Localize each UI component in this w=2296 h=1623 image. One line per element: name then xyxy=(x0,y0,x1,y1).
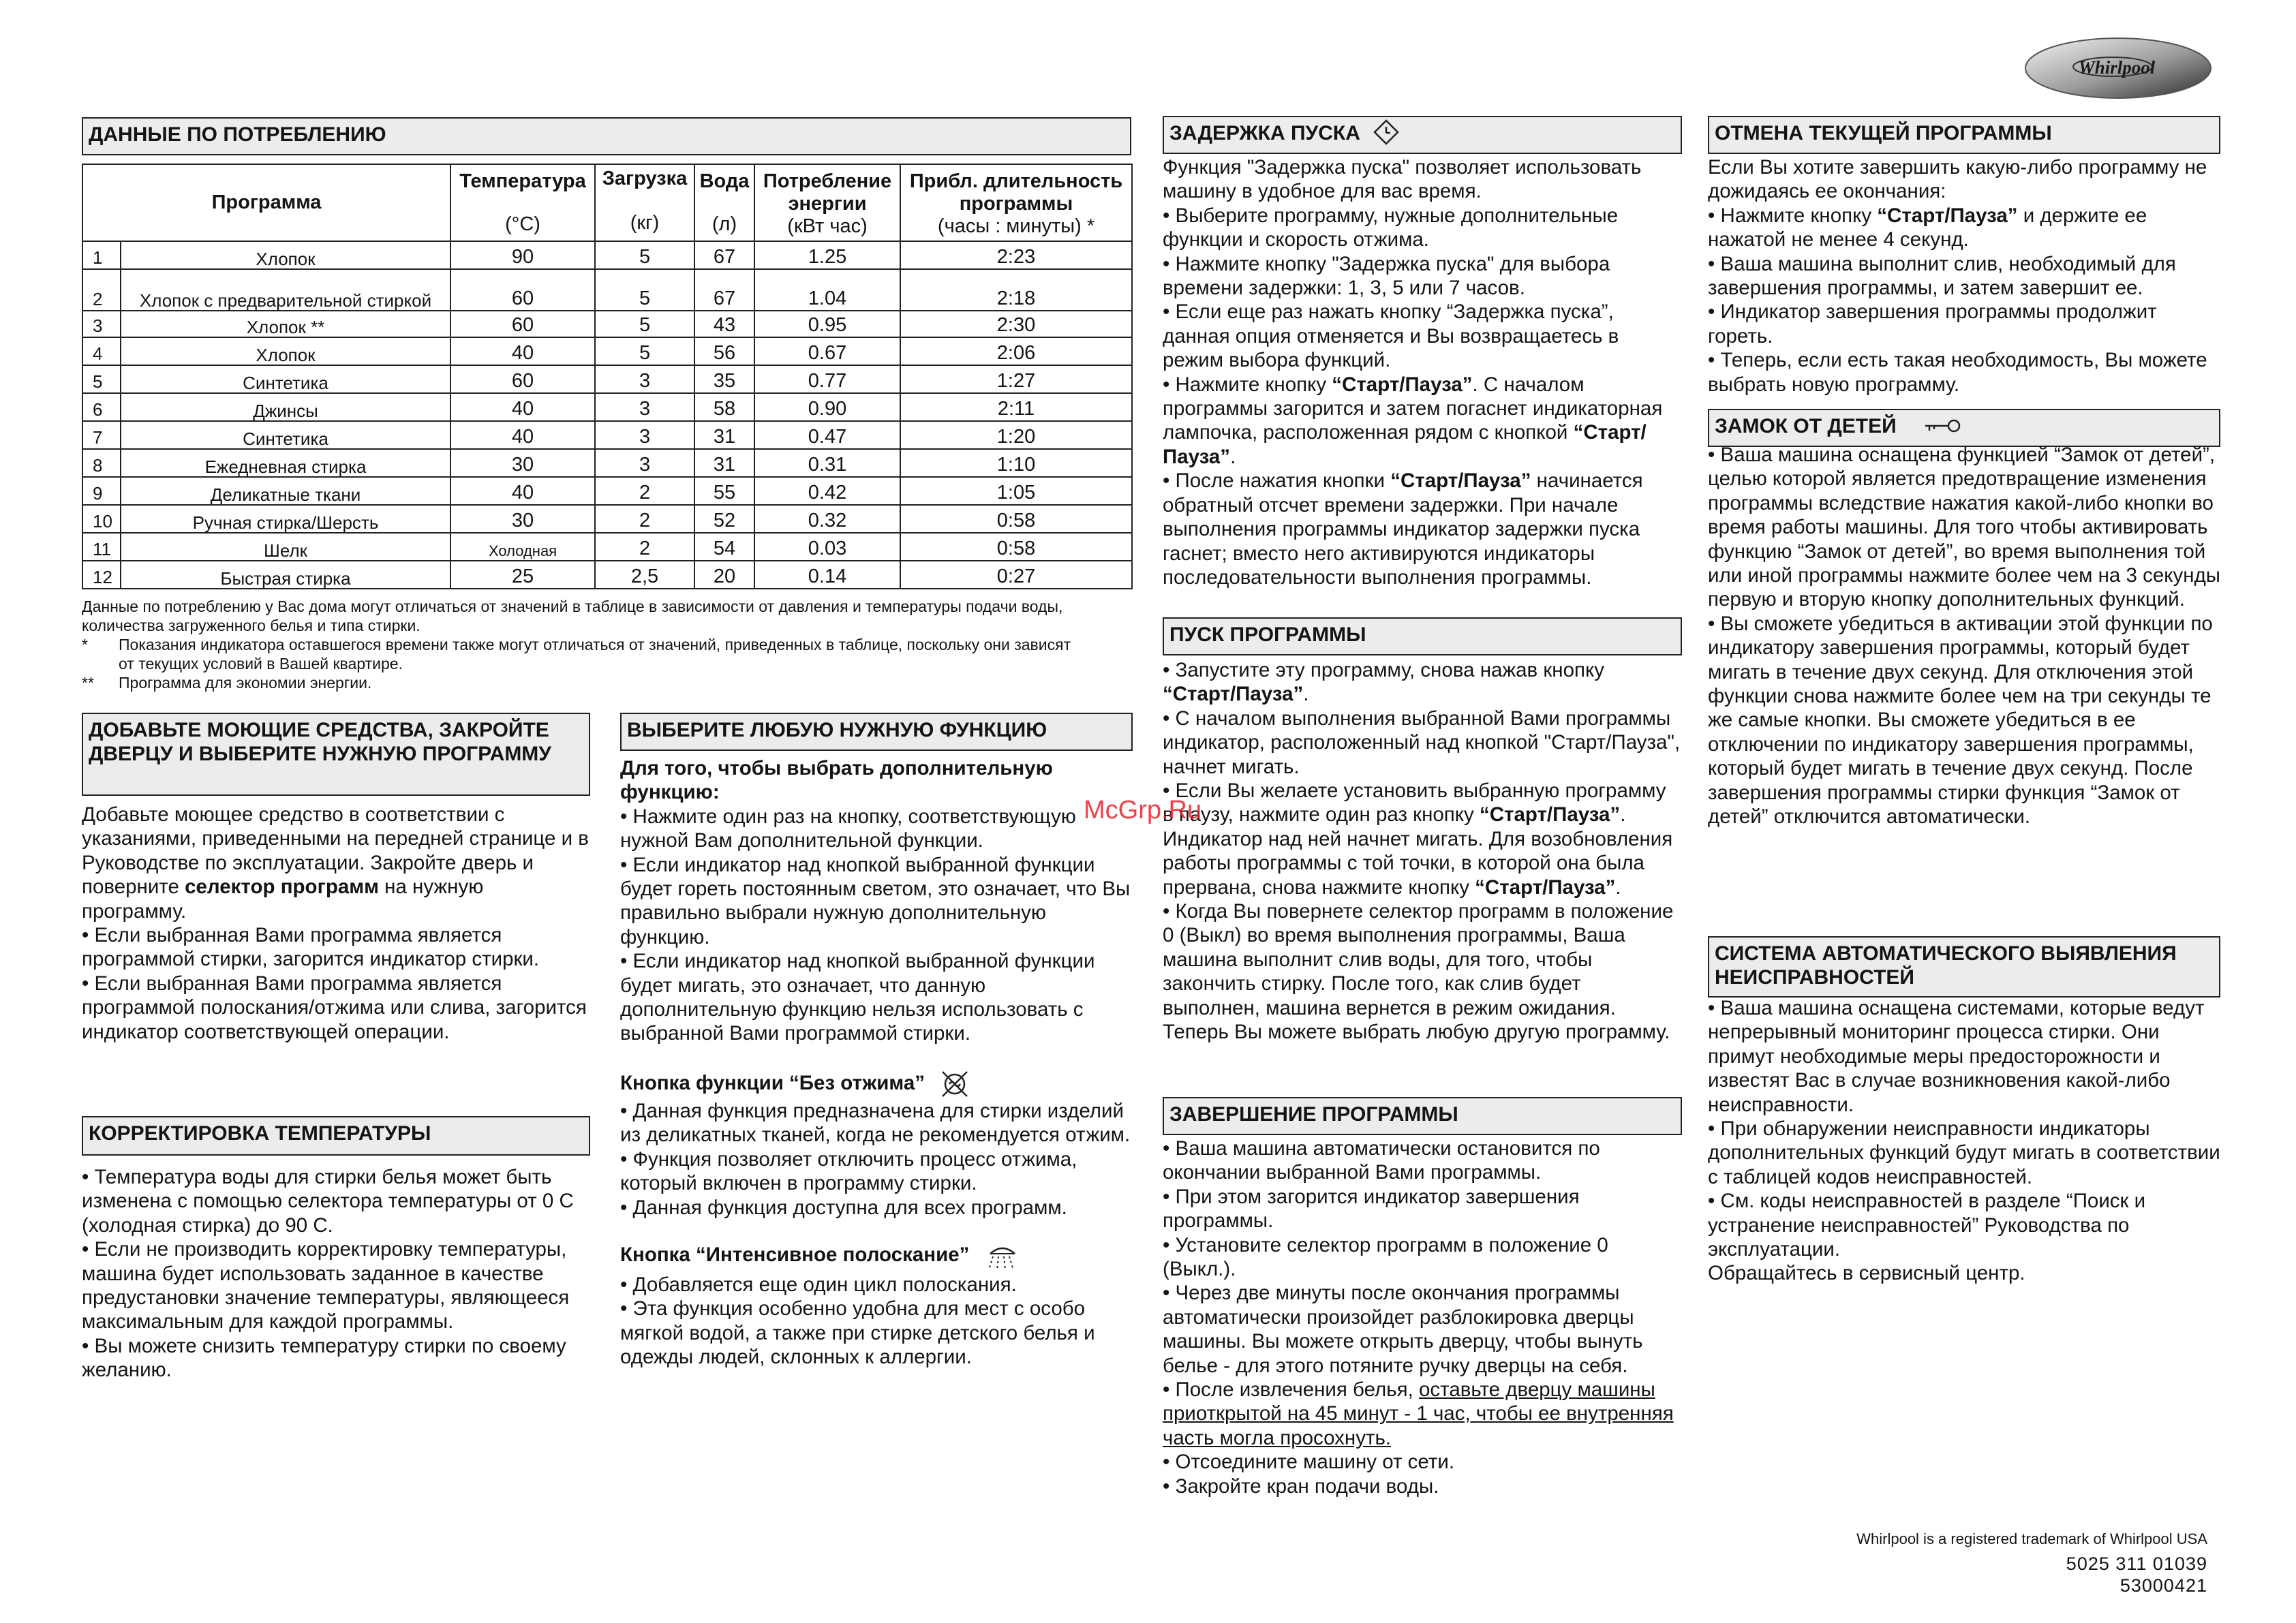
watermark: McGrp.Ru xyxy=(1084,796,1202,824)
cell-water: 67 xyxy=(694,241,754,269)
cell-temp: 30 xyxy=(450,449,595,477)
intensive-rinse-icon xyxy=(981,1243,1024,1273)
cell-program: Синтетика xyxy=(121,421,450,449)
list-item: • Теперь, если есть такая необходимость, Вы можете выбрать новую программу. xyxy=(1708,349,2207,396)
delay-title: ЗАДЕРЖКА ПУСКА xyxy=(1163,116,1682,154)
cell-load: 2 xyxy=(595,477,694,505)
cell-load: 5 xyxy=(595,337,694,365)
list-item: • Добавляется еще один цикл полоскания. xyxy=(620,1273,1017,1296)
childlock-text xyxy=(1708,443,2220,829)
cell-water: 20 xyxy=(694,561,754,589)
functions-subtitle: Для того, чтобы выбрать дополнительную функцию: xyxy=(620,757,1053,804)
rinse-title: Кнопка “Интенсивное полоскание” xyxy=(620,1243,1133,1273)
cell-program: Деликатные ткани xyxy=(121,477,450,505)
cell-water: 54 xyxy=(694,533,754,561)
table-row xyxy=(82,337,1132,365)
cell-load: 2 xyxy=(595,533,694,561)
delay-start-icon xyxy=(1373,119,1400,146)
cell-load: 2,5 xyxy=(595,561,694,589)
table-row xyxy=(82,449,1132,477)
list-item: • Нажмите кнопку “Старт/Пауза”. С началом программы загорится и затем погаснет индикаторная лампочка, расположенная рядом с кнопкой “Старт/Пауза”. xyxy=(1163,373,1663,468)
functions-title: ВЫБЕРИТЕ ЛЮБУЮ НУЖНУЮ ФУНКЦИЮ xyxy=(620,713,1133,751)
cell-n: 8 xyxy=(82,449,121,477)
cell-time: 2:23 xyxy=(900,241,1132,269)
list-item: • Закройте кран подачи воды. xyxy=(1163,1474,1439,1498)
detergent-text xyxy=(82,803,590,1044)
col-program: Программа xyxy=(82,164,450,241)
cancel-intro: Если Вы хотите завершить какую-либо программу не дожидаясь ее окончания: xyxy=(1708,156,2207,203)
cell-n: 5 xyxy=(82,365,121,393)
table-row xyxy=(82,561,1132,589)
cell-energy: 0.31 xyxy=(754,449,900,477)
list-item: • Отсоедините машину от сети. xyxy=(1163,1451,1455,1474)
cell-temp: 60 xyxy=(450,269,595,311)
col-load: Загрузка (кг) xyxy=(595,164,694,241)
trademark-note: Whirlpool is a registered trademark of Whirlpool USA xyxy=(1856,1530,2207,1547)
cell-program: Хлопок xyxy=(121,241,450,269)
cell-n: 2 xyxy=(82,269,121,311)
list-item: • Нажмите кнопку "Задержка пуска" для выбора времени задержки: 1, 3, 5 или 7 часов. xyxy=(1163,252,1610,300)
cell-n: 10 xyxy=(82,505,121,533)
cell-n: 12 xyxy=(82,561,121,589)
cell-n: 4 xyxy=(82,337,121,365)
cell-time: 0:58 xyxy=(900,505,1132,533)
cell-n: 11 xyxy=(82,533,121,561)
table-row xyxy=(82,505,1132,533)
list-item: • Если Вы желаете установить выбранную программу в паузу, нажмите один раз кнопку “Старт/Пауза”. Индикатор над ней начнет мигать. Для возобновления работы программы с той точки, в которой она была прервана, снова нажмите кнопку “Старт/Пауза”. xyxy=(1163,779,1673,899)
list-item: • См. коды неисправностей в разделе “Поиск и устранение неисправностей” Руководства по эксплуатации. xyxy=(1708,1190,2146,1261)
cell-load: 2 xyxy=(595,505,694,533)
cell-temp: 60 xyxy=(450,311,595,337)
note-double-star: ** Программа для экономии энергии. xyxy=(82,674,372,692)
no-spin-icon xyxy=(940,1069,970,1099)
start-text xyxy=(1163,658,1682,1045)
cell-n: 3 xyxy=(82,311,121,337)
list-item: • Если индикатор над кнопкой выбранной функции будет мигать, это означает, что данную дополнительную функцию нельзя использовать с выбранной Вами программой стирки. xyxy=(620,950,1095,1045)
list-item: • Эта функция особенно удобна для мест с особо мягкой водой, а также при стирке детского белья и одежды людей, склонных к аллергии. xyxy=(620,1297,1095,1369)
cell-program: Быстрая стирка xyxy=(121,561,450,589)
list-item: • Если не производить корректировку температуры, машина будет использовать заданное в качестве предустановки значение температуры, являющееся максимальным для каждой программы. xyxy=(82,1238,570,1333)
list-item: • Когда Вы повернете селектор программ в положение 0 (Выкл) во время выполнения программы, Ваша машина выполнит слив воды, для того, чтобы закончить стирку. После того, как слив будет выполнен, машина вернется в режим ожидания. Теперь Вы можете выбрать любую другую программу. xyxy=(1163,900,1674,1044)
consumption-table xyxy=(82,164,1133,589)
document-code: 53000421 xyxy=(2119,1575,2207,1596)
table-row xyxy=(82,269,1132,311)
delay-text xyxy=(1163,155,1682,589)
col-duration: Прибл. длительность программы (часы : минуты) * xyxy=(900,164,1132,241)
cell-load: 5 xyxy=(595,269,694,311)
cell-n: 1 xyxy=(82,241,121,269)
cell-program: Хлопок с предварительной стиркой xyxy=(121,269,450,311)
table-row xyxy=(82,365,1132,393)
cell-time: 2:06 xyxy=(900,337,1132,365)
list-item: • Если еще раз нажать кнопку “Задержка пуска”, данная опция отменяется и Вы возвращаетесь в режим выбора функций. xyxy=(1163,300,1619,372)
col-temp: Температура (°C) xyxy=(450,164,595,241)
cell-temp: 30 xyxy=(450,505,595,533)
table-row xyxy=(82,421,1132,449)
cell-program: Ручная стирка/Шерсть xyxy=(121,505,450,533)
cell-temp: 60 xyxy=(450,365,595,393)
cell-energy: 1.04 xyxy=(754,269,900,311)
cell-temp: 40 xyxy=(450,421,595,449)
list-item: • Нажмите один раз на кнопку, соответствующую нужной Вам дополнительной функции. xyxy=(620,805,1076,852)
list-item: • Запустите эту программу, снова нажав кнопку “Старт/Пауза”. xyxy=(1163,659,1604,706)
cell-water: 58 xyxy=(694,393,754,421)
key-icon xyxy=(1923,418,1963,434)
table-row xyxy=(82,533,1132,561)
list-item: • Температура воды для стирки белья может быть изменена с помощью селектора температуры от 0 С (холодная стирка) до 90 С. xyxy=(82,1166,574,1237)
cell-water: 56 xyxy=(694,337,754,365)
cell-time: 0:27 xyxy=(900,561,1132,589)
cell-time: 2:11 xyxy=(900,393,1132,421)
cancel-title: ОТМЕНА ТЕКУЩЕЙ ПРОГРАММЫ xyxy=(1708,116,2220,154)
list-item: • Данная функция предназначена для стирки изделий из деликатных тканей, когда не рекомендуется отжим. xyxy=(620,1099,1131,1147)
cell-energy: 1.25 xyxy=(754,241,900,269)
cell-temp: 25 xyxy=(450,561,595,589)
finish-text xyxy=(1163,1137,1682,1498)
cell-temp: Холодная xyxy=(450,533,595,561)
cell-water: 31 xyxy=(694,449,754,477)
cell-n: 9 xyxy=(82,477,121,505)
cell-time: 2:18 xyxy=(900,269,1132,311)
cell-time: 1:27 xyxy=(900,365,1132,393)
cell-temp: 40 xyxy=(450,477,595,505)
diagnostics-title: СИСТЕМА АВТОМАТИЧЕСКОГО ВЫЯВЛЕНИЯ НЕИСПРАВНОСТЕЙ xyxy=(1708,936,2220,998)
list-item: • После извлечения белья, оставьте дверцу машины приоткрытой на 45 минут - 1 час, чтобы ее внутренняя часть могла просохнуть. xyxy=(1163,1378,1674,1449)
list-item: • Ваша машина оснащена системами, которые ведут непрерывный мониторинг процесса стирки. Они примут необходимые меры предосторожности и известят Вас в случае возникновения какой-либо неисправности. xyxy=(1708,997,2205,1116)
list-item: • Ваша машина автоматически остановится по окончании выбранной Вами программы. xyxy=(1163,1137,1600,1184)
list-item: • Данная функция доступна для всех программ. xyxy=(620,1196,1067,1219)
cell-energy: 0.47 xyxy=(754,421,900,449)
cell-water: 31 xyxy=(694,421,754,449)
cell-energy: 0.77 xyxy=(754,365,900,393)
table-header-row xyxy=(82,164,1132,241)
svg-text:Whirlpool: Whirlpool xyxy=(2078,57,2156,78)
start-title: ПУСК ПРОГРАММЫ xyxy=(1163,617,1682,655)
table-row xyxy=(82,393,1132,421)
cell-energy: 0.42 xyxy=(754,477,900,505)
table-row xyxy=(82,477,1132,505)
cell-load: 5 xyxy=(595,311,694,337)
list-item: • После нажатия кнопки “Старт/Пауза” начинается обратный отсчет времени задержки. При начале выполнения программы индикатор задержки пуска гаснет; вместо него активируются индикаторы последовательности выполнения программы. xyxy=(1163,469,1643,589)
cell-time: 2:30 xyxy=(900,311,1132,337)
list-item: • При обнаружении неисправности индикаторы дополнительных функций будут мигать в соответствии с таблицей кодов неисправностей. xyxy=(1708,1117,2220,1188)
list-item: • Ваша машина выполнит слив, необходимый для завершения программы, и затем завершит ее. xyxy=(1708,252,2176,300)
cell-time: 1:20 xyxy=(900,421,1132,449)
cell-program: Хлопок ** xyxy=(121,311,450,337)
cell-energy: 0.67 xyxy=(754,337,900,365)
cell-load: 3 xyxy=(595,421,694,449)
cell-program: Джинсы xyxy=(121,393,450,421)
cell-water: 43 xyxy=(694,311,754,337)
functions-text xyxy=(620,756,1133,1370)
cell-time: 1:10 xyxy=(900,449,1132,477)
temperature-title: КОРРЕКТИРОВКА ТЕМПЕРАТУРЫ xyxy=(82,1116,590,1156)
cell-n: 7 xyxy=(82,421,121,449)
cell-energy: 0.14 xyxy=(754,561,900,589)
consumption-title: ДАННЫЕ ПО ПОТРЕБЛЕНИЮ xyxy=(82,117,1131,155)
cell-load: 5 xyxy=(595,241,694,269)
detergent-title: ДОБАВЬТЕ МОЮЩИЕ СРЕДСТВА, ЗАКРОЙТЕ ДВЕРЦУ И ВЫБЕРИТЕ НУЖНУЮ ПРОГРАММУ xyxy=(82,713,590,796)
cell-load: 3 xyxy=(595,449,694,477)
cell-water: 35 xyxy=(694,365,754,393)
cell-water: 67 xyxy=(694,269,754,311)
list-item: • Если выбранная Вами программа является программой полоскания/отжима или слива, загорится индикатор соответствующей операции. xyxy=(82,972,587,1043)
childlock-title: ЗАМОК ОТ ДЕТЕЙ xyxy=(1708,409,2220,447)
list-item: • При этом загорится индикатор завершения программы. xyxy=(1163,1185,1580,1233)
list-item: • Вы сможете убедиться в активации этой функции по индикатору завершения программы, который будет мигать в течение двух секунд. Для отключения этой функции снова нажмите более чем на три секунды те же самые кнопки. Вы сможете убедиться в ее отключении по индикатору завершения программы, который будет мигать в течение двух секунд. После завершения программы стирки функция “Замок от детей” отключится автоматически. xyxy=(1708,612,2213,829)
col-energy: Потребление энергии (кВт час) xyxy=(754,164,900,241)
list-item: • Нажмите кнопку “Старт/Пауза” и держите ее нажатой не менее 4 секунд. xyxy=(1708,204,2147,251)
list-item: • Если индикатор над кнопкой выбранной функции будет гореть постоянным светом, это означает, что Вы правильно выбрали нужную дополнительную функцию. xyxy=(620,853,1131,948)
cell-temp: 90 xyxy=(450,241,595,269)
delay-intro: Функция "Задержка пуска" позволяет использовать машину в удобное для вас время. xyxy=(1163,156,1642,203)
cell-water: 52 xyxy=(694,505,754,533)
list-item: Обращайтесь в сервисный центр. xyxy=(1708,1262,2025,1285)
cell-n: 6 xyxy=(82,393,121,421)
col-water: Вода (л) xyxy=(694,164,754,241)
list-item: • Через две минуты после окончания программы автоматически произойдет разблокировка дверцы машины. Вы можете открыть дверцу, чтобы вынуть белье - для этого потяните ручку дверцы на себя. xyxy=(1163,1282,1643,1377)
nospin-title: Кнопка функции “Без отжима” xyxy=(620,1069,1133,1099)
cell-energy: 0.03 xyxy=(754,533,900,561)
diagnostics-text xyxy=(1708,996,2220,1286)
list-item: • Индикатор завершения программы продолжит гореть. xyxy=(1708,300,2157,347)
note-star: * Показания индикатора оставшегося времени также могут отличаться от значений, приведенных в таблице, поскольку они зависят от текущих условий в Вашей квартире. xyxy=(82,636,1071,673)
detergent-intro: Добавьте моющее средство в соответствии с указаниями, приведенными на передней странице и в Руководстве по эксплуатации. Закройте дверь и поверните селектор программ на нужную программу. xyxy=(82,803,589,923)
cell-program: Шелк xyxy=(121,533,450,561)
cell-temp: 40 xyxy=(450,393,595,421)
cell-energy: 0.95 xyxy=(754,311,900,337)
table-row xyxy=(82,241,1132,269)
cell-program: Ежедневная стирка xyxy=(121,449,450,477)
cell-temp: 40 xyxy=(450,337,595,365)
cell-time: 1:05 xyxy=(900,477,1132,505)
list-item: • Вы можете снизить температуру стирки по своему желанию. xyxy=(82,1334,566,1382)
cell-program: Хлопок xyxy=(121,337,450,365)
cell-energy: 0.32 xyxy=(754,505,900,533)
list-item: • Функция позволяет отключить процесс отжима, который включен в программу стирки. xyxy=(620,1147,1077,1195)
list-item: • Установите селектор программ в положение 0 (Выкл.). xyxy=(1163,1233,1608,1281)
list-item: • Выберите программу, нужные дополнительные функции и скорость отжима. xyxy=(1163,204,1619,251)
consumption-notes xyxy=(82,597,1145,692)
cancel-text xyxy=(1708,155,2220,397)
cell-program: Синтетика xyxy=(121,365,450,393)
table-row xyxy=(82,311,1132,337)
cell-load: 3 xyxy=(595,393,694,421)
cell-time: 0:58 xyxy=(900,533,1132,561)
list-item: • С началом выполнения выбранной Вами программы индикатор, расположенный над кнопкой "Старт/Пауза", начнет мигать. xyxy=(1163,707,1681,778)
list-item: • Ваша машина оснащена функцией “Замок от детей”, целью которой является предотвращение изменения программы вследствие нажатия какой-либо кнопки во время работы машины. Для того чтобы активировать функцию “Замок от детей”, во время выполнения той или иной программы нажмите более чем на 3 секунды первую и вторую кнопку дополнительных функций. xyxy=(1708,444,2220,611)
whirlpool-logo xyxy=(2023,35,2214,101)
cell-energy: 0.90 xyxy=(754,393,900,421)
temperature-text xyxy=(82,1165,590,1382)
cell-load: 3 xyxy=(595,365,694,393)
cell-water: 55 xyxy=(694,477,754,505)
part-number: 5025 311 01039 xyxy=(2066,1554,2207,1574)
note-main: Данные по потреблению у Вас дома могут отличаться от значений в таблице в зависимости от давления и температуры подачи воды, количества загруженного белья и типа стирки. xyxy=(82,598,1063,634)
finish-title: ЗАВЕРШЕНИЕ ПРОГРАММЫ xyxy=(1163,1097,1682,1135)
list-item: • Если выбранная Вами программа является программой стирки, загорится индикатор стирки. xyxy=(82,924,540,971)
